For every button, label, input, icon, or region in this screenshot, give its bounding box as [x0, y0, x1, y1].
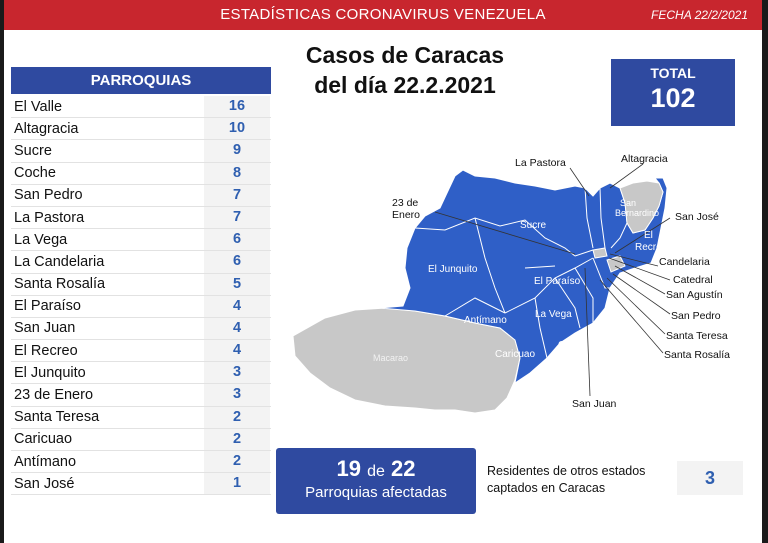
- table-row: [11, 340, 271, 362]
- table-row: [11, 429, 271, 451]
- table-row: [11, 163, 271, 185]
- parroquia-cases: 6: [204, 251, 270, 272]
- parroquia-cases: 4: [204, 296, 270, 317]
- map-label-coche: Coche: [558, 340, 587, 351]
- map-label-caricuao: Caricuao: [495, 349, 536, 360]
- affected-box: [276, 448, 476, 514]
- caracas-map: [275, 148, 765, 428]
- parroquia-cases: 8: [204, 163, 270, 184]
- table-row: [11, 473, 271, 495]
- affected-total: 22: [391, 456, 416, 481]
- map-label-el-recreo-1: El: [644, 230, 653, 241]
- parroquia-name: El Recreo: [14, 342, 78, 359]
- residents-value: 3: [677, 461, 743, 495]
- affected-count: 19: [336, 456, 361, 481]
- table-row: [11, 296, 271, 318]
- map-label-el-valle: El Valle: [593, 336, 627, 347]
- total-box: [611, 59, 735, 126]
- table-row: [11, 451, 271, 473]
- parroquia-name: Caricuao: [14, 431, 73, 448]
- table-row: [11, 207, 271, 229]
- parroquia-cases: 3: [204, 362, 270, 383]
- map-label-23-enero-2: Enero: [392, 209, 421, 221]
- table-row: [11, 318, 271, 340]
- map-label-el-paraiso: El Paraíso: [534, 276, 581, 287]
- header-title: ESTADÍSTICAS CORONAVIRUS VENEZUELA: [220, 6, 546, 23]
- parroquia-cases: 5: [204, 274, 270, 295]
- map-label-macarao: Macarao: [373, 353, 409, 363]
- total-value: 102: [650, 83, 696, 113]
- parroquia-cases: 2: [204, 451, 270, 472]
- map-label-sucre: Sucre: [520, 220, 547, 231]
- parroquia-cases: 4: [204, 340, 270, 361]
- parroquia-name: La Vega: [14, 231, 68, 248]
- table-row: [11, 229, 271, 251]
- map-label-altagracia: Altagracia: [621, 153, 668, 165]
- parroquia-name: Santa Rosalía: [14, 276, 106, 293]
- page-title-line2: del día 22.2.2021: [314, 72, 496, 98]
- map-label-san-bernardino-1: San: [620, 198, 637, 208]
- parroquia-name: El Paraíso: [14, 298, 81, 315]
- affected-label: Parroquias afectadas: [305, 484, 447, 501]
- page-title: [290, 40, 520, 100]
- parroquias-header: PARROQUIAS: [11, 67, 271, 94]
- parroquia-name: Coche: [14, 165, 56, 182]
- map-label-el-junquito: El Junquito: [428, 264, 478, 275]
- map-label-candelaria: Candelaria: [659, 256, 710, 268]
- parroquia-cases: 9: [204, 140, 270, 161]
- page-title-line1: Casos de Caracas: [305, 42, 505, 68]
- parroquia-name: San José: [14, 475, 75, 492]
- parroquia-name: Sucre: [14, 142, 52, 159]
- map-label-san-juan: San Juan: [572, 398, 617, 410]
- parroquia-cases: 7: [204, 207, 270, 228]
- map-label-santa-teresa: Santa Teresa: [666, 330, 728, 342]
- header-bar: [4, 0, 762, 30]
- map-label-la-vega: La Vega: [535, 309, 572, 320]
- residents-text: Residentes de otros estados captados en Caracas: [487, 464, 646, 495]
- map-label-san-jose: San José: [675, 211, 719, 223]
- map-label-antimano: Antímano: [464, 315, 507, 326]
- map-label-santa-rosalia: Santa Rosalía: [664, 349, 730, 361]
- table-row: [11, 140, 271, 162]
- parroquia-name: El Valle: [14, 98, 63, 115]
- parroquia-cases: 2: [204, 407, 270, 428]
- parroquias-table: [11, 96, 271, 495]
- parroquia-cases: 2: [204, 429, 270, 450]
- header-date: FECHA 22/2/2021: [651, 8, 748, 22]
- table-row: [11, 362, 271, 384]
- table-row: [11, 251, 271, 273]
- parroquia-cases: 4: [204, 318, 270, 339]
- table-row: [11, 185, 271, 207]
- map-label-23-enero-1: 23 de: [392, 197, 419, 209]
- map-region-catedral: [593, 248, 607, 258]
- parroquia-name: La Pastora: [14, 209, 85, 226]
- table-row: [11, 407, 271, 429]
- parroquia-cases: 3: [204, 384, 270, 405]
- map-label-san-agustin: San Agustín: [666, 289, 723, 301]
- map-label-catedral: Catedral: [673, 274, 713, 286]
- parroquia-name: La Candelaria: [14, 253, 105, 270]
- map-label-el-recreo-2: Recreo: [635, 242, 668, 253]
- table-row: [11, 384, 271, 406]
- parroquia-name: Altagracia: [14, 120, 79, 137]
- table-row: [11, 96, 271, 118]
- parroquia-name: Antímano: [14, 453, 77, 470]
- map-label-san-bernardino-2: Bernardino: [615, 208, 660, 218]
- parroquia-name: El Junquito: [14, 364, 86, 381]
- affected-count-line: [276, 456, 476, 482]
- parroquia-cases: 7: [204, 185, 270, 206]
- parroquia-cases: 1: [204, 473, 270, 494]
- parroquia-name: Santa Teresa: [14, 409, 100, 426]
- map-label-san-pedro: San Pedro: [671, 310, 721, 322]
- parroquia-cases: 6: [204, 229, 270, 250]
- map-svg: [275, 148, 765, 428]
- affected-of: de: [367, 463, 385, 480]
- table-row: [11, 274, 271, 296]
- parroquia-name: 23 de Enero: [14, 387, 94, 404]
- parroquia-name: San Juan: [14, 320, 76, 337]
- parroquia-cases: 16: [204, 96, 270, 117]
- parroquia-cases: 10: [204, 118, 270, 139]
- map-label-la-pastora: La Pastora: [515, 157, 566, 169]
- parroquia-name: San Pedro: [14, 187, 83, 204]
- total-label: TOTAL: [650, 65, 696, 81]
- table-row: [11, 118, 271, 140]
